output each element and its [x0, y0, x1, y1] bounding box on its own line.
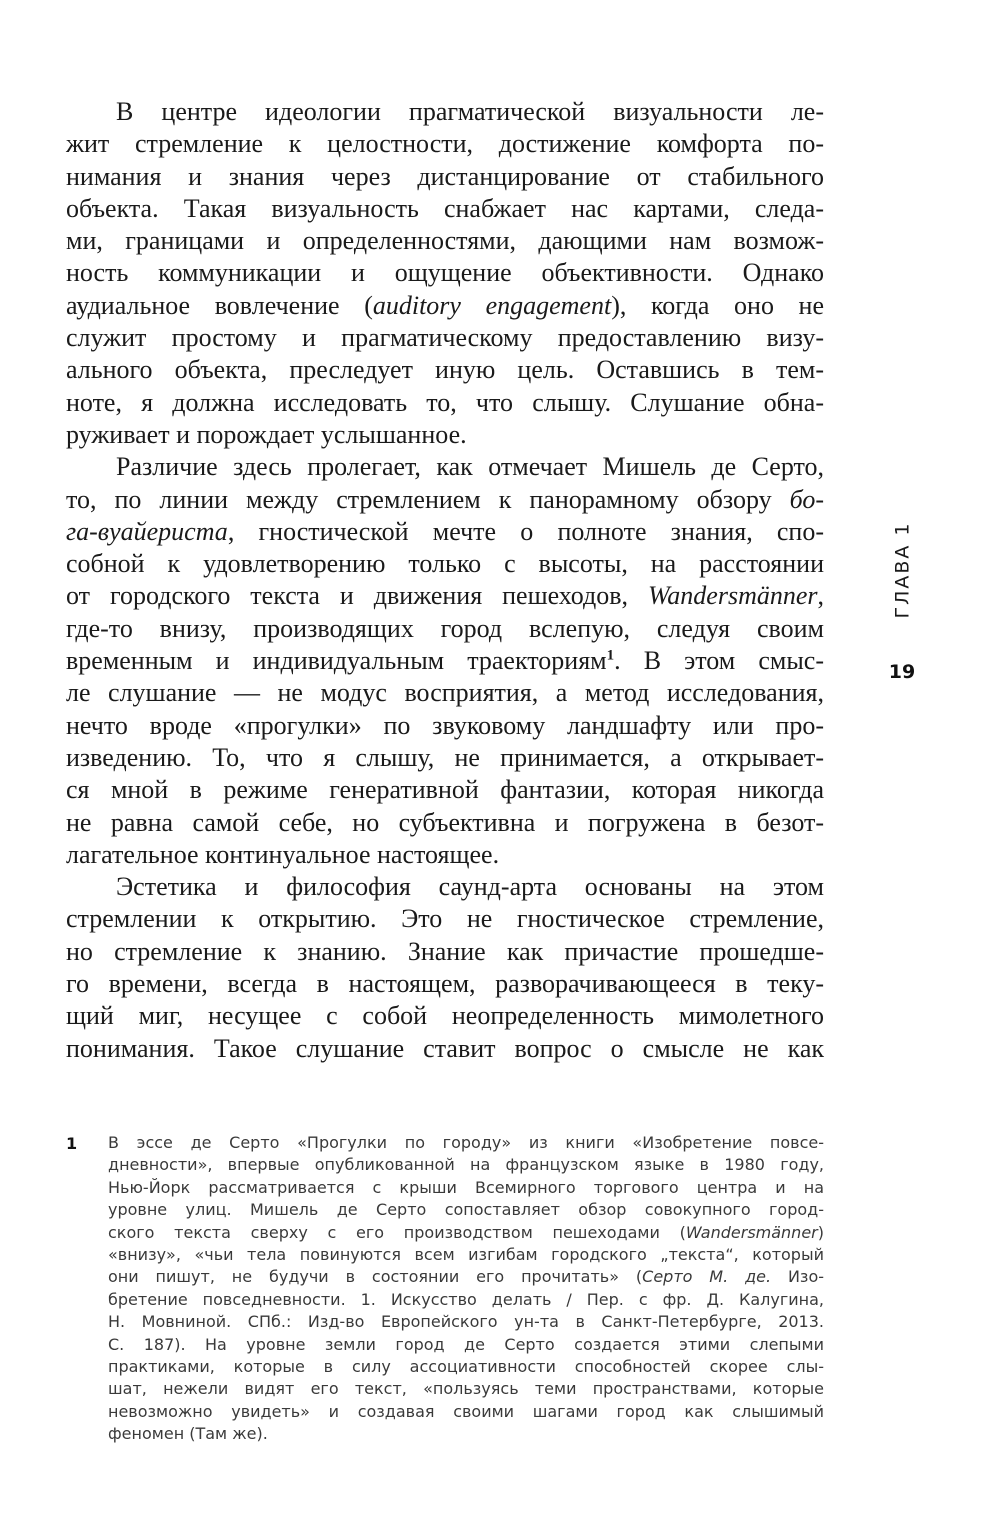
text-run: ,	[817, 581, 824, 611]
footnote-number: 1	[66, 1134, 78, 1153]
text-line: го времени, всегда в настоящем, разворачивающееся в теку-	[66, 969, 824, 999]
text-run: , гностической мечте о полноте знания, спо-	[227, 516, 824, 546]
text-line: щий миг, несущее с собой неопределенность мимолетного	[66, 1001, 824, 1031]
footnote-line: Нью-Йорк рассматривается с крыши Всемирного торгового центра и на	[108, 1177, 824, 1197]
footnote-text	[108, 1132, 824, 1445]
chapter-label: ГЛАВА 1	[892, 520, 915, 619]
page-number: 19	[888, 661, 916, 683]
footnote-line	[108, 1222, 824, 1244]
italic-term: бо-	[789, 484, 824, 514]
text-run: ского текста сверху с его производством пешеходами (	[108, 1222, 686, 1242]
text-line: понимания. Такое слушание ставит вопрос о смысле не как	[66, 1033, 824, 1063]
text-run: )	[817, 1222, 824, 1242]
italic-author: Серто М. де.	[642, 1267, 772, 1287]
text-line: нечто вроде «прогулки» по звуковому ландшафту или про-	[66, 710, 824, 740]
text-line: Эстетика и философия саунд-арта основаны на этом	[116, 872, 824, 902]
footnote-line: «внизу», «чьи тела повинуются всем изгибам городского „текста“, который	[108, 1244, 824, 1264]
text-run: ), когда оно не	[611, 290, 824, 320]
text-run: Изо-	[771, 1267, 825, 1287]
text-line	[66, 580, 824, 612]
text-line: руживает и порождает услышанное.	[66, 419, 467, 449]
footnote-line: практиками, которые в силу ассоциативности способностей скорее слы-	[108, 1356, 824, 1376]
running-head	[890, 522, 916, 617]
text-line	[66, 484, 824, 516]
text-run: они пишут, не будучи в состоянии его прочитать» (	[108, 1267, 643, 1287]
italic-term: Wandersmänner	[685, 1222, 818, 1242]
main-text	[66, 96, 824, 1065]
text-line: В центре идеологии прагматической визуальности ле-	[116, 97, 824, 126]
text-line: ность коммуникации и ощущение объективности. Однако	[66, 258, 824, 288]
text-run: то, по линии между стремлением к панорамному обзору	[66, 484, 790, 514]
footnote-line: дневности», впервые опубликованной на французском языке в 1980 году,	[108, 1155, 824, 1175]
text-line: Различие здесь пролегает, как отмечает Мишель де Серто,	[116, 452, 824, 482]
text-line: ноте, я должна исследовать то, что слышу. Слушание обна-	[66, 387, 824, 417]
text-line	[66, 516, 824, 548]
footnote-line: Н. Мовниной. СПб.: Изд-во Европейского ун-та в Санкт-Петербурге, 2013.	[108, 1312, 824, 1332]
italic-term: auditory engagement	[372, 290, 612, 320]
footnote-line: невозможно увидеть» и создавая своими шагами город как слышимый	[108, 1401, 824, 1421]
text-line: изведению. То, что я слышу, не принимается, а открывает-	[66, 742, 824, 772]
text-line: не равна самой себе, но субъективна и погружена в безот-	[66, 807, 824, 837]
text-line: ми, границами и определенностями, дающими нам возмож-	[66, 226, 824, 256]
text-run: аудиальное вовлечение (	[66, 290, 373, 320]
text-line	[66, 290, 824, 322]
footnote-reference: 1	[606, 647, 615, 664]
footnote-line: В эссе де Серто «Прогулки по городу» из книги «Изобретение повсе-	[108, 1133, 824, 1152]
text-line: собной к удовлетворению только с высоты, на расстоянии	[66, 549, 824, 579]
footnote-line: феномен (Там же).	[108, 1424, 268, 1444]
text-line	[66, 645, 824, 677]
footnote-line: бретение повседневности. 1. Искусство делать / Пер. с фр. Д. Калугина,	[108, 1289, 824, 1309]
footnote-line: С. 187). На уровне земли город де Серто создается этими слепыми	[108, 1334, 824, 1354]
text-line: но стремление к знанию. Знание как причастие прошедше-	[66, 936, 824, 966]
text-line: стремлении к открытию. Это не гностическое стремление,	[66, 904, 824, 934]
footnote-line: уровне улиц. Мишель де Серто сопоставляет обзор совокупного город-	[108, 1200, 824, 1220]
text-run: временным и индивидуальным траекториям	[66, 646, 607, 676]
text-line: ле слушание — не модус восприятия, а метод исследования,	[66, 678, 824, 708]
text-line: где-то внизу, производящих город вслепую, следуя своим	[66, 613, 824, 643]
italic-term: Wandersmänner	[648, 581, 818, 611]
text-line: объекта. Такая визуальность снабжает нас картами, следа-	[66, 193, 824, 223]
text-line: ального объекта, преследует иную цель. Оставшись в тем-	[66, 355, 824, 385]
text-line: ся мной в режиме генеративной фантазии, которая никогда	[66, 775, 824, 805]
footnote-line	[108, 1266, 824, 1288]
text-line: служит простому и прагматическому предоставлению визу-	[66, 323, 824, 353]
italic-term: га-вуайериста	[66, 516, 228, 546]
text-run: . В этом смыс-	[614, 646, 824, 676]
text-run: от городского текста и движения пешеходов,	[66, 581, 649, 611]
text-line: лагательное континуальное настоящее.	[66, 839, 500, 869]
text-line: нимания и знания через дистанцирование от стабильного	[66, 161, 824, 191]
footnote-line: шат, нежели видят его текст, «пользуясь теми пространствами, которые	[108, 1379, 824, 1399]
text-line: жит стремление к целостности, достижение комфорта по-	[66, 129, 824, 159]
